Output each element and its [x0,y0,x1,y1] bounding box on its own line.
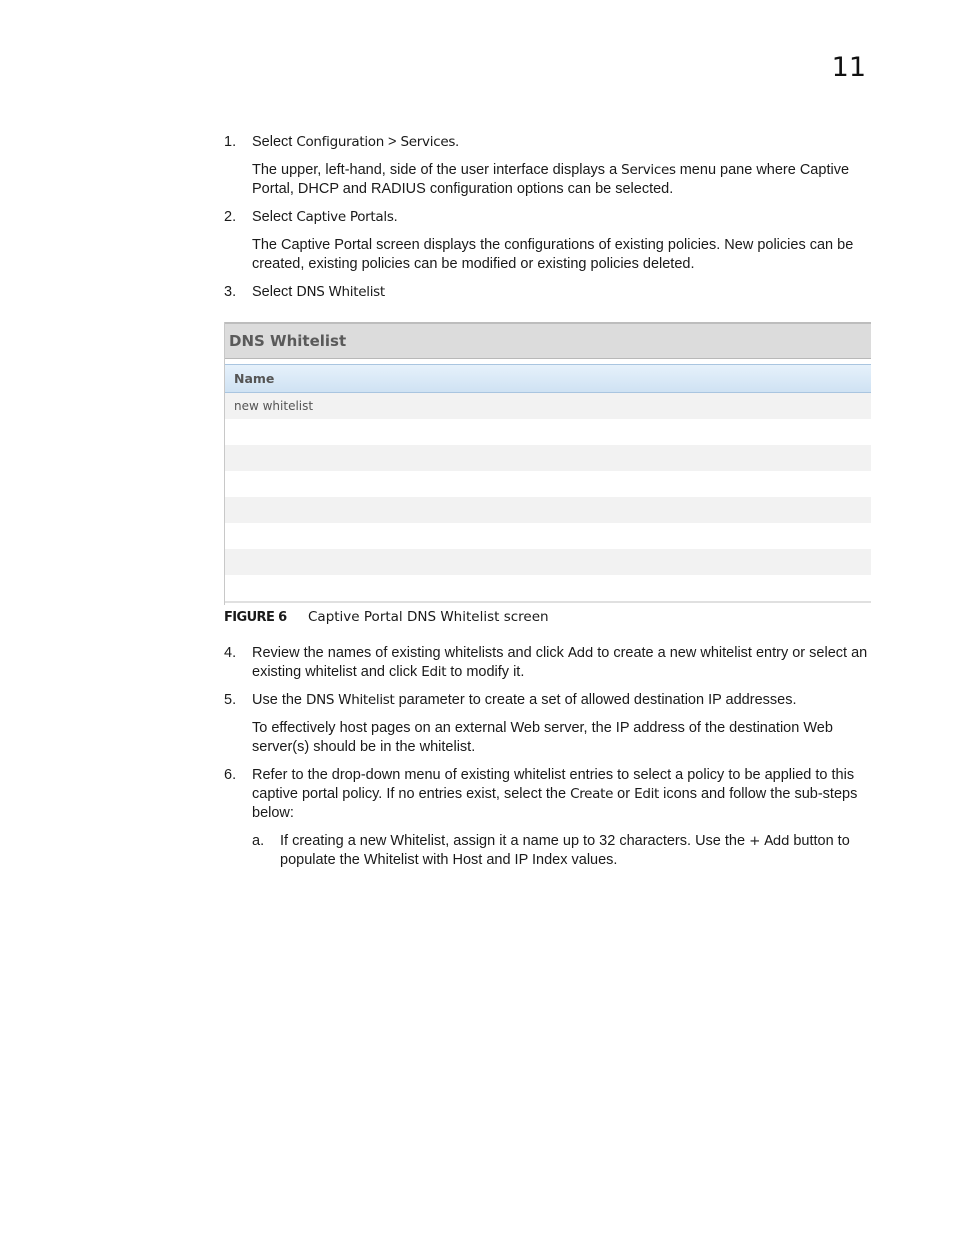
step-text: > [384,134,401,150]
step-text: Use the [252,692,306,708]
table-row[interactable] [225,419,871,445]
ui-term-services: Services [400,134,456,150]
table-row[interactable] [225,549,871,575]
step-4 [224,644,870,682]
ui-term-captive-portals: Captive Portals [296,209,394,225]
ui-term-add: Add [567,645,594,661]
step-text: Select [252,209,297,225]
step-text: or [613,786,635,802]
step-5-description [224,719,870,757]
table-row[interactable] [225,471,871,497]
step-2 [224,208,870,227]
step-text: to create a new whitelist entry or select an existing whitelist and click [252,645,868,680]
step-text: The Captive Portal screen displays the configurations of existing policies. New policies can be created, existing policies can be modified or existing policies deleted. [252,237,854,272]
step-1-description [224,161,870,199]
ui-term-edit: Edit [634,786,660,802]
ui-term-plus-add: + Add [749,833,790,849]
step-text: . [393,209,398,225]
table-row[interactable] [225,575,871,601]
step-text: to modify it. [446,664,525,680]
step-text: Select [252,134,297,150]
step-number: 5. [224,692,237,708]
figure-caption [224,607,549,627]
table-row[interactable]: new whitelist [225,393,871,419]
chapter-number: 11 [831,52,866,83]
step-2-description [224,236,870,274]
table-row[interactable] [225,445,871,471]
column-header-name[interactable]: Name [225,364,871,393]
figure-caption-text: Captive Portal DNS Whitelist screen [308,609,549,625]
ui-term-dns-whitelist: DNS Whitelist [306,692,395,708]
step-3 [224,283,870,302]
step-text: . [455,134,460,150]
step-text: icons and follow the sub-steps below: [252,786,858,821]
steps-bottom [224,644,870,870]
step-text: To effectively host pages on an external Web server, the IP address of the destination Web server(s) should be in the whitelist. [252,720,833,755]
panel-title: DNS Whitelist [225,322,871,359]
step-text: The upper, left-hand, side of the user interface displays a [252,162,622,178]
step-number: 6. [224,767,237,783]
steps-top [224,133,870,302]
step-6 [224,766,870,823]
step-number: 4. [224,645,237,661]
step-5 [224,691,870,710]
step-text: parameter to create a set of allowed destination IP addresses. [394,692,797,708]
step-number: 2. [224,209,237,225]
step-text: Refer to the drop-down menu of existing whitelist entries to select a policy to be applied to this captive portal policy. If no entries exist, select the [252,767,855,802]
ui-term-configuration: Configuration [296,134,384,150]
step-number: a. [252,833,265,849]
ui-term-dns-whitelist: DNS Whitelist [296,284,385,300]
step-text: menu pane where Captive Portal, DHCP and RADIUS configuration options can be selected. [252,162,850,197]
table-row[interactable] [225,523,871,549]
step-1 [224,133,870,152]
step-text: button to populate the Whitelist with Host and IP Index values. [280,833,850,868]
step-6a [224,832,870,870]
step-text: If creating a new Whitelist, assign it a name up to 32 characters. Use the [280,833,750,849]
ui-term-services: Services [621,162,676,178]
step-text: Select [252,284,297,300]
step-text: Review the names of existing whitelists and click [252,645,568,661]
ui-term-create: Create [570,786,614,802]
ui-term-edit: Edit [421,664,447,680]
dns-whitelist-screenshot [224,322,871,605]
figure-label: FIGURE 6 [224,610,287,625]
table-row[interactable] [225,497,871,523]
step-number: 3. [224,284,237,300]
step-number: 1. [224,134,237,150]
